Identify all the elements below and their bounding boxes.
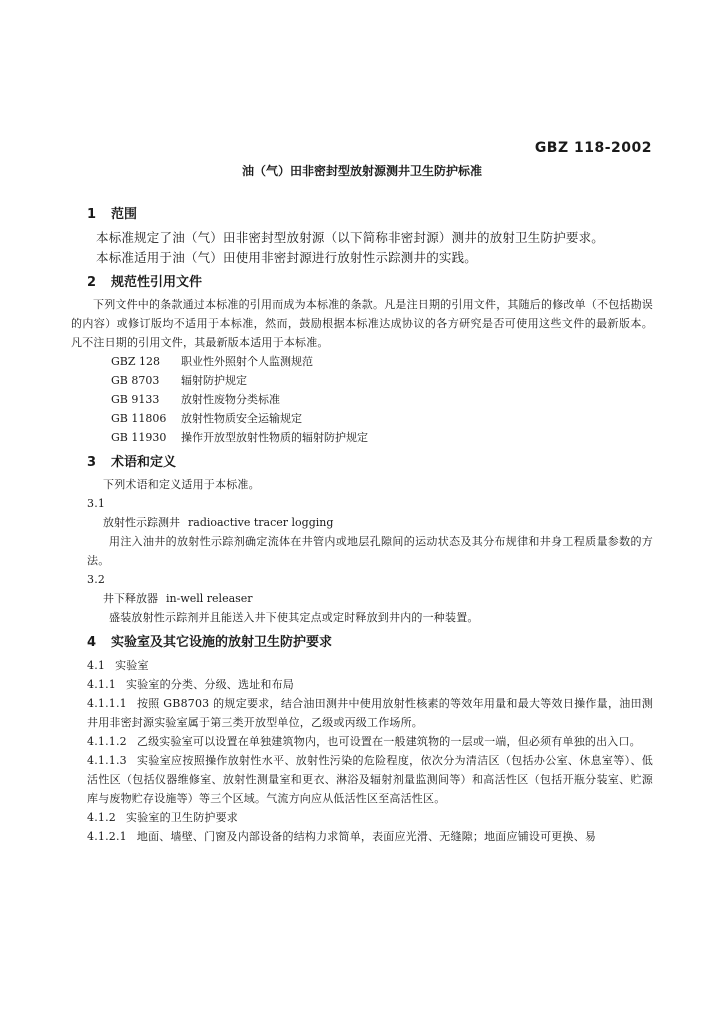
standard-code: GBZ 118-2002 <box>534 140 652 156</box>
scope-paragraph-2: 本标准适用于油（气）田使用非密封源进行放射性示踪测井的实践。 <box>96 250 478 265</box>
section-title: 规范性引用文件 <box>111 275 203 290</box>
reference-list <box>87 352 653 447</box>
document-title: 油（气）田非密封型放射源测井卫生防护标准 <box>241 164 482 178</box>
term-2-number: 3.2 <box>87 573 106 586</box>
scope-paragraph-1: 本标准规定了油（气）田非密封型放射源（以下简称非密封源）测井的放射卫生防护要求。 <box>96 230 605 245</box>
term-chinese: 井下释放器 <box>103 592 158 605</box>
reference-name: 职业性外照射个人监测规范 <box>181 355 313 368</box>
reference-name: 放射性物质安全运输规定 <box>181 412 302 425</box>
reference-item <box>87 428 653 447</box>
clause-4-1-1-3 <box>87 751 653 808</box>
clause-number: 4.1.2 <box>87 811 116 824</box>
reference-code: GB 11930 <box>111 431 167 444</box>
clause-4-1-2-1 <box>87 827 653 846</box>
clause-number: 4.1 <box>87 659 106 672</box>
term-2 <box>87 589 653 608</box>
section-number: 4 <box>87 635 97 650</box>
section-title: 实验室及其它设施的放射卫生防护要求 <box>111 635 333 650</box>
reference-item <box>87 390 653 409</box>
references-intro: 下列文件中的条款通过本标准的引用而成为本标准的条款。凡是注日期的引用文件，其随后的修改单（不包括勘误的内容）或修订版均不适用于本标准，然而，鼓励根据本标准达成协议的各方研究是否可使用这些文件的最新版本。凡不注日期的引用文件，其最新版本适用于本标准。 <box>71 298 653 349</box>
reference-item <box>87 409 653 428</box>
reference-item <box>87 352 653 371</box>
reference-name: 辐射防护规定 <box>181 374 247 387</box>
reference-code: GB 11806 <box>111 412 167 425</box>
reference-code: GB 9133 <box>111 393 160 406</box>
reference-item <box>87 371 653 390</box>
section-2-heading <box>87 274 653 292</box>
term-english: in-well releaser <box>166 592 253 605</box>
term-2-definition: 盛装放射性示踪剂并且能送入井下使其定点或定时释放到井内的一种装置。 <box>109 611 479 624</box>
clause-title: 实验室的卫生防护要求 <box>126 811 238 824</box>
term-english: radioactive tracer logging <box>188 516 334 529</box>
clause-title: 实验室 <box>115 659 149 672</box>
reference-code: GBZ 128 <box>111 355 161 368</box>
reference-name: 放射性废物分类标准 <box>181 393 280 406</box>
section-1-heading <box>87 206 653 224</box>
section-title: 范围 <box>111 207 138 222</box>
clause-text: 乙级实验室可以设置在单独建筑物内，也可设置在一般建筑物的一层或一端，但必须有单独的出入口。 <box>136 735 641 748</box>
term-chinese: 放射性示踪测井 <box>103 516 180 529</box>
clause-text: 实验室应按照操作放射性水平、放射性污染的危险程度，依次分为清洁区（包括办公室、休息室等）、低活性区（包括仪器维修室、放射性测量室和更衣、淋浴及辐射剂量监测间等）和高活性区（包括开瓶分装室、贮源库与废物贮存设施等）等三个区域。气流方向应从低活性区至高活性区。 <box>87 754 653 805</box>
term-1-number: 3.1 <box>87 497 106 510</box>
clause-text: 按照 GB8703 的规定要求，结合油田测井中使用放射性核素的等效年用量和最大等效日操作量，油田测井用非密封源实验室属于第三类开放型单位，乙级或丙级工作场所。 <box>87 697 653 729</box>
clause-number: 4.1.1.3 <box>87 754 127 767</box>
clause-4-1 <box>87 656 653 675</box>
clause-number: 4.1.1.1 <box>87 697 127 710</box>
reference-name: 操作开放型放射性物质的辐射防护规定 <box>181 431 368 444</box>
term-1 <box>87 513 653 532</box>
clause-number: 4.1.1.2 <box>87 735 127 748</box>
clause-4-1-1-1 <box>87 694 653 732</box>
section-3-heading <box>87 454 653 472</box>
section-number: 3 <box>87 455 97 470</box>
clause-title: 实验室的分类、分级、选址和布局 <box>126 678 294 691</box>
document-body <box>71 206 653 846</box>
section-number: 1 <box>87 207 97 222</box>
section-title: 术语和定义 <box>111 455 177 470</box>
section-4-heading <box>87 634 653 652</box>
clause-4-1-1-2 <box>87 732 653 751</box>
clause-number: 4.1.1 <box>87 678 116 691</box>
reference-code: GB 8703 <box>111 374 160 387</box>
clause-text: 地面、墙壁、门窗及内部设备的结构力求简单，表面应光滑、无缝隙；地面应铺设可更换、易 <box>136 830 597 843</box>
term-1-definition: 用注入油井的放射性示踪剂确定流体在井管内或地层孔隙间的运动状态及其分布规律和井身工程质量参数的方法。 <box>87 535 653 567</box>
clause-number: 4.1.2.1 <box>87 830 127 843</box>
section-number: 2 <box>87 275 97 290</box>
terms-intro: 下列术语和定义适用于本标准。 <box>103 478 260 491</box>
clause-4-1-2 <box>87 808 653 827</box>
clause-4-1-1 <box>87 675 653 694</box>
